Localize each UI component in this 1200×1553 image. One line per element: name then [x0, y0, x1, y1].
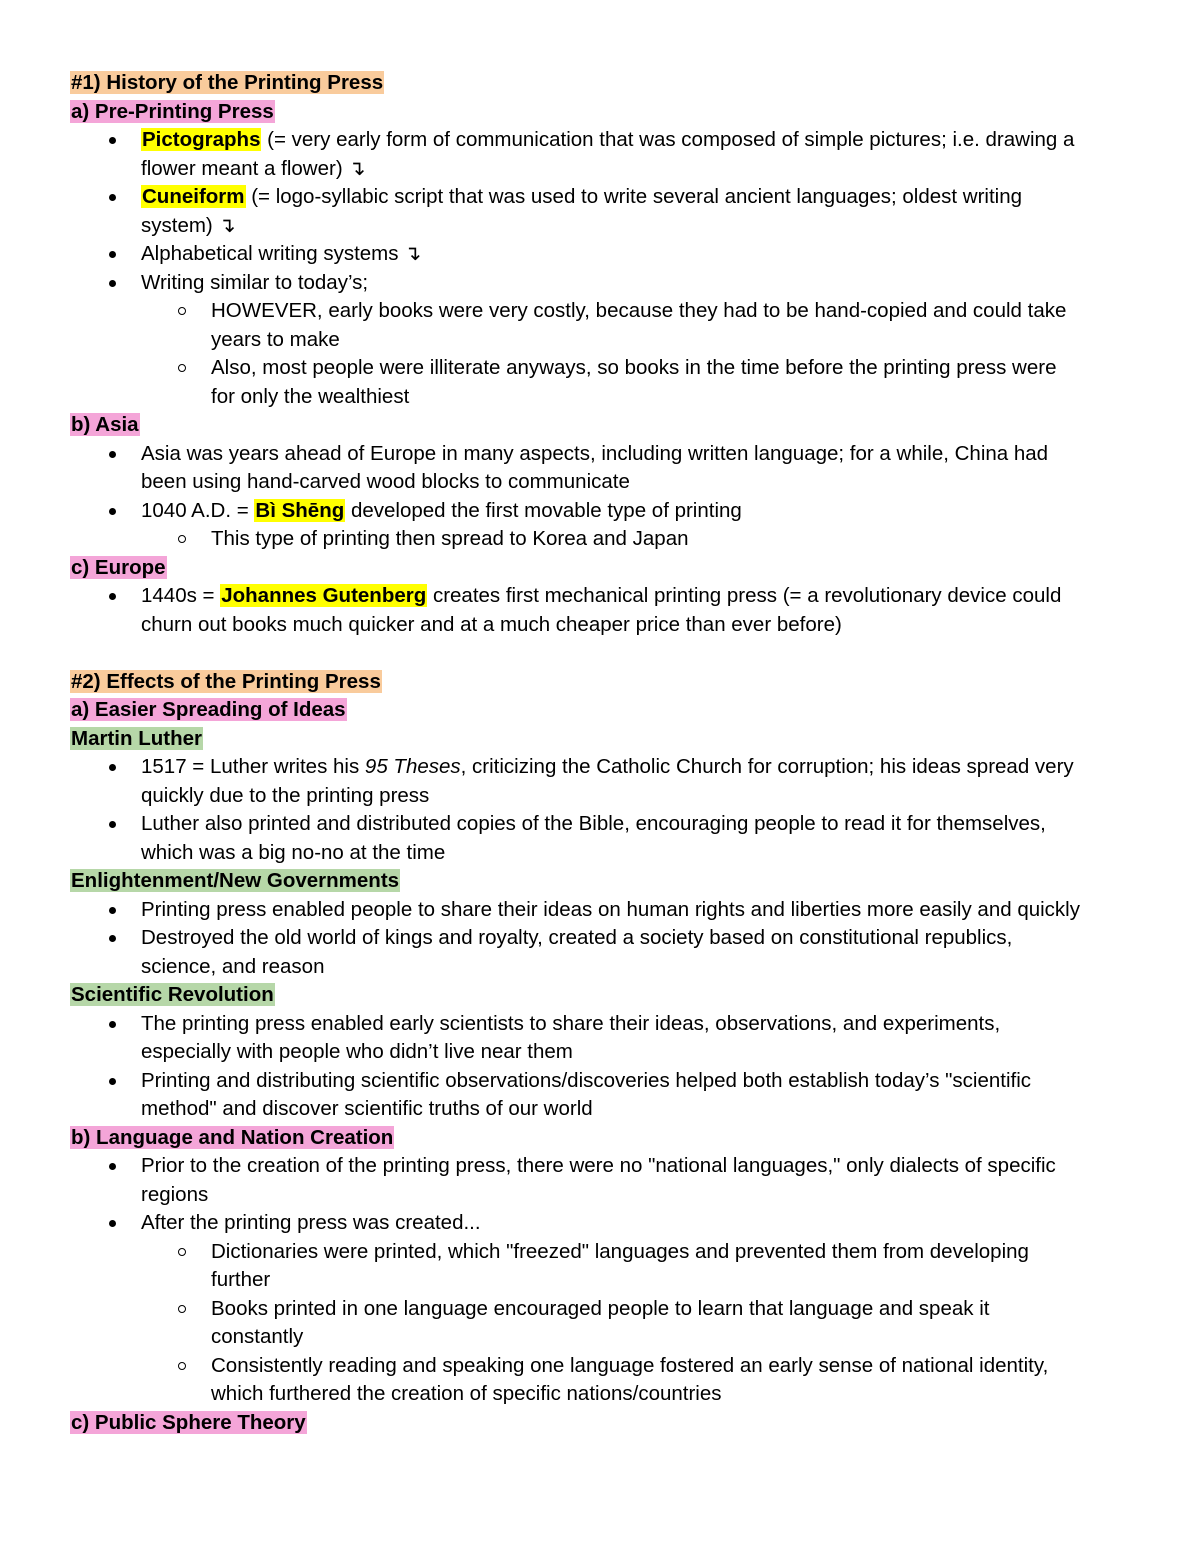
subsection-europe-title: c) Europe: [71, 555, 166, 579]
section-2-heading: [70, 668, 1140, 697]
hollow-bullet-icon: [178, 1305, 186, 1313]
bullet-icon: [109, 508, 116, 515]
sub-list-item-continuation: [70, 326, 1140, 355]
list-item-text: Asia was years ahead of Europe in many aspects, including written language; for a while, China had: [141, 441, 1049, 465]
list-item-text: , criticizing the Catholic Church for corruption; his ideas spread very: [460, 755, 1074, 778]
list-item-continuation: [70, 1095, 1140, 1124]
list-item-continuation: [70, 468, 1140, 497]
list-item-text: (= logo-syllabic script that was used to write several ancient languages; oldest writing: [245, 185, 1023, 208]
bullet-icon: [109, 280, 116, 287]
list-item-text: system) ↴: [141, 213, 236, 237]
sub-list-item-continuation: [70, 1266, 1140, 1295]
list-item-text: Luther also printed and distributed copies of the Bible, encouraging people to read it for themselves,: [141, 812, 1046, 835]
list-item-text: flower meant a flower) ↴: [141, 156, 366, 180]
list-item-text: for only the wealthiest: [211, 384, 410, 408]
bullet-icon: [109, 935, 116, 942]
list-item-text: regions: [141, 1182, 209, 1206]
list-item-text: 1517 = Luther writes his: [141, 755, 365, 778]
subsection-heading: [70, 411, 1140, 440]
subsection-pre-printing-title: a) Pre-Printing Press: [71, 99, 274, 123]
list-item: [70, 582, 1140, 611]
list-item: [70, 126, 1140, 155]
list-item-text: 1440s =: [141, 584, 221, 607]
list-item-continuation: [70, 611, 1140, 640]
topic-scientific-revolution-title: Scientific Revolution: [71, 983, 274, 1006]
list-item-text: constantly: [211, 1325, 304, 1348]
hollow-bullet-icon: [178, 364, 186, 372]
hollow-bullet-icon: [178, 535, 186, 543]
spacer: [70, 639, 1140, 668]
list-item-text: Books printed in one language encouraged people to learn that language and speak it: [211, 1296, 990, 1320]
list-item-text: Writing similar to today’s;: [141, 270, 369, 294]
list-item: [70, 1209, 1140, 1238]
list-item-text: which furthered the creation of specific nations/countries: [211, 1382, 722, 1405]
list-item-continuation: [70, 953, 1140, 982]
list-item-text: Consistently reading and speaking one language fostered an early sense of national identity,: [211, 1353, 1049, 1377]
sub-list-item: [70, 297, 1140, 326]
bullet-icon: [109, 137, 116, 144]
list-item: [70, 924, 1140, 953]
list-item-text: years to make: [211, 327, 340, 351]
subsection-heading: [70, 554, 1140, 583]
sub-list-item: [70, 354, 1140, 383]
list-item: [70, 240, 1140, 269]
list-item: [70, 440, 1140, 469]
list-item-text: 1040 A.D. =: [141, 498, 255, 522]
sub-list-item-continuation: [70, 1323, 1140, 1352]
sub-list-item: [70, 525, 1140, 554]
bullet-icon: [109, 1220, 116, 1227]
hollow-bullet-icon: [178, 1362, 186, 1370]
topic-heading: [70, 725, 1140, 754]
list-item: [70, 1152, 1140, 1181]
list-item-text: further: [211, 1268, 271, 1291]
list-item-text: Prior to the creation of the printing press, there were no "national languages," only dialects of specific: [141, 1154, 1056, 1177]
bullet-icon: [109, 1078, 116, 1085]
sub-list-item: [70, 1352, 1140, 1381]
list-item-text: science, and reason: [141, 954, 325, 978]
work-title: 95 Theses: [364, 755, 461, 778]
bullet-icon: [109, 1021, 116, 1028]
list-item-text: been using hand-carved wood blocks to communicate: [141, 470, 630, 493]
list-item-text: After the printing press was created...: [141, 1211, 481, 1234]
bullet-icon: [109, 821, 116, 828]
term-cuneiform: Cuneiform: [142, 185, 245, 208]
topic-heading: [70, 981, 1140, 1010]
term-pictographs: Pictographs: [142, 128, 261, 151]
subsection-language-nation-title: b) Language and Nation Creation: [71, 1125, 394, 1149]
term-johannes-gutenberg: Johannes Gutenberg: [221, 584, 427, 607]
list-item-text: Printing and distributing scientific observations/discoveries helped both establish today’s "scientific: [141, 1068, 1032, 1092]
list-item: [70, 753, 1140, 782]
list-item-text: Also, most people were illiterate anyways, so books in the time before the printing press were: [211, 356, 1057, 379]
document-page: [70, 69, 1140, 1437]
bullet-icon: [109, 593, 116, 600]
list-item-continuation: [70, 782, 1140, 811]
term-bi-sheng: Bì Shēng: [255, 498, 345, 522]
list-item-text: Alphabetical writing systems ↴: [141, 242, 422, 265]
list-item: [70, 1067, 1140, 1096]
list-item-text: Destroyed the old world of kings and royalty, created a society based on constitutional republics,: [141, 926, 1013, 949]
subsection-heading: [70, 1409, 1140, 1438]
sub-list-item-continuation: [70, 383, 1140, 412]
topic-heading: [70, 867, 1140, 896]
section-1-title: #1) History of the Printing Press: [71, 71, 384, 94]
bullet-icon: [109, 907, 116, 914]
list-item: [70, 1010, 1140, 1039]
sub-list-item: [70, 1295, 1140, 1324]
list-item-text: developed the first movable type of printing: [345, 498, 742, 522]
list-item-text: creates first mechanical printing press (= a revolutionary device could: [427, 584, 1062, 607]
topic-martin-luther-title: Martin Luther: [71, 726, 202, 750]
list-item-continuation: [70, 212, 1140, 241]
subsection-heading: [70, 1124, 1140, 1153]
list-item-continuation: [70, 839, 1140, 868]
list-item: [70, 497, 1140, 526]
subsection-asia-title: b) Asia: [71, 413, 139, 436]
list-item: [70, 810, 1140, 839]
hollow-bullet-icon: [178, 1248, 186, 1256]
bullet-icon: [109, 194, 116, 201]
subsection-heading: [70, 696, 1140, 725]
list-item-text: Dictionaries were printed, which "freezed" languages and prevented them from developing: [211, 1239, 1029, 1263]
bullet-icon: [109, 451, 116, 458]
hollow-bullet-icon: [178, 307, 186, 315]
list-item-text: The printing press enabled early scientists to share their ideas, observations, and experiments,: [141, 1011, 1001, 1035]
sub-list-item-continuation: [70, 1380, 1140, 1409]
section-2-title: #2) Effects of the Printing Press: [71, 669, 381, 693]
list-item-text: churn out books much quicker and at a much cheaper price than ever before): [141, 612, 842, 636]
list-item: [70, 183, 1140, 212]
list-item-text: HOWEVER, early books were very costly, because they had to be hand-copied and could take: [211, 299, 1067, 322]
list-item-continuation: [70, 155, 1140, 184]
section-1-heading: [70, 69, 1140, 98]
list-item-text: especially with people who didn’t live near them: [141, 1040, 573, 1063]
subsection-public-sphere-title: c) Public Sphere Theory: [71, 1410, 306, 1434]
list-item: [70, 896, 1140, 925]
list-item-text: (= very early form of communication that was composed of simple pictures; i.e. drawing a: [261, 128, 1075, 151]
list-item-continuation: [70, 1181, 1140, 1210]
list-item-text: Printing press enabled people to share their ideas on human rights and liberties more easily and quickly: [141, 897, 1080, 921]
bullet-icon: [109, 1163, 116, 1170]
list-item-text: This type of printing then spread to Korea and Japan: [211, 527, 689, 550]
bullet-icon: [109, 764, 116, 771]
list-item-text: which was a big no-no at the time: [141, 840, 446, 864]
sub-list-item: [70, 1238, 1140, 1267]
bullet-icon: [109, 251, 116, 258]
topic-enlightenment-title: Enlightenment/New Governments: [71, 869, 400, 892]
list-item-text: method" and discover scientific truths of our world: [141, 1097, 593, 1120]
list-item-text: quickly due to the printing press: [141, 783, 430, 807]
subsection-spreading-ideas-title: a) Easier Spreading of Ideas: [71, 698, 346, 721]
list-item: [70, 269, 1140, 298]
subsection-heading: [70, 98, 1140, 127]
list-item-continuation: [70, 1038, 1140, 1067]
